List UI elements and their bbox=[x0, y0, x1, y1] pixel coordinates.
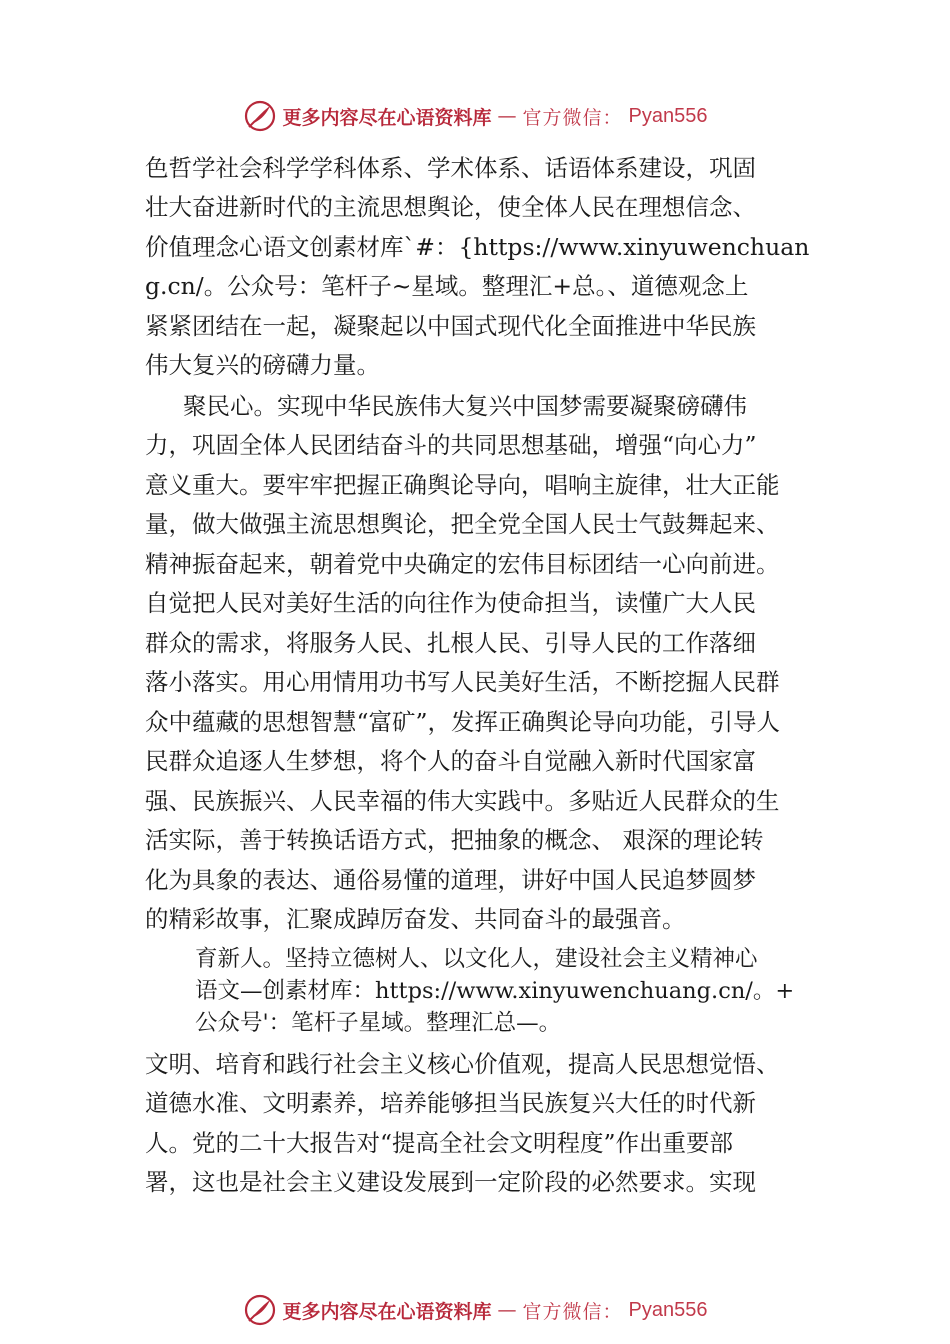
banner-wechat-label: 官方微信： bbox=[522, 106, 623, 129]
text-line: 伟大复兴的磅礴力量。 bbox=[145, 351, 380, 379]
banner-title: 更多内容尽在心语资料库 bbox=[282, 106, 492, 129]
banner-wechat-label: 官方微信： bbox=[522, 1300, 623, 1323]
text-line: 精神振奋起来，朝着党中央确定的宏伟目标团结一心向前进。 bbox=[145, 550, 780, 578]
text-line: 众中蕴藏的思想智慧“富矿”，发挥正确舆论导向功能，引导人 bbox=[145, 708, 781, 736]
feather-pen-logo-icon bbox=[243, 1293, 277, 1327]
text-line: 紧紧团结在一起，凝聚起以中国式现代化全面推进中华民族 bbox=[145, 312, 756, 340]
text-line: 的精彩故事，汇聚成踔厉奋发、共同奋斗的最强音。 bbox=[145, 905, 686, 933]
banner-wechat-id: Pyan556 bbox=[628, 1298, 708, 1321]
text-line: 育新人。坚持立德树人、以文化人，建设社会主义精神心 bbox=[195, 946, 758, 972]
text-line: 色哲学社会科学学科体系、学术体系、话语体系建设，巩固 bbox=[145, 154, 756, 182]
text-line: 强、民族振兴、人民幸福的伟大实践中。多贴近人民群众的生 bbox=[145, 787, 780, 815]
text-line: 民群众追逐人生梦想，将个人的奋斗自觉融入新时代国家富 bbox=[145, 747, 756, 775]
text-line: 道德水准、文明素养，培养能够担当民族复兴大任的时代新 bbox=[145, 1089, 756, 1117]
text-line: 署，这也是社会主义建设发展到一定阶段的必然要求。实现 bbox=[145, 1168, 756, 1196]
text-line: 壮大奋进新时代的主流思想舆论，使全体人民在理想信念、 bbox=[145, 193, 756, 221]
banner-title: 更多内容尽在心语资料库 bbox=[282, 1300, 492, 1323]
banner-wechat-id: Pyan556 bbox=[628, 104, 708, 127]
footer-banner bbox=[0, 1290, 950, 1330]
text-line: 量，做大做强主流思想舆论，把全党全国人民士气鼓舞起来、 bbox=[145, 510, 780, 538]
text-line: 自觉把人民对美好生活的向往作为使命担当，读懂广大人民 bbox=[145, 589, 756, 617]
text-line: 文明、培育和践行社会主义核心价值观，提高人民思想觉悟、 bbox=[145, 1050, 780, 1078]
text-line: 公众号'：笔杆子星域。整理汇总—。 bbox=[195, 1010, 562, 1036]
header-banner bbox=[0, 96, 950, 136]
text-line: 聚民心。实现中华民族伟大复兴中国梦需要凝聚磅礴伟 bbox=[183, 392, 747, 420]
text-line: 群众的需求，将服务人民、扎根人民、引导人民的工作落细 bbox=[145, 629, 756, 657]
text-line: 落小落实。用心用情用功书写人民美好生活，不断挖掘人民群 bbox=[145, 668, 780, 696]
text-line: 人。党的二十大报告对“提高全社会文明程度”作出重要部 bbox=[145, 1129, 734, 1157]
banner-dash: — bbox=[497, 105, 517, 127]
feather-pen-logo-icon bbox=[243, 99, 277, 133]
text-line: g.cn/。公众号：笔杆子~星域。整理汇+总。、道德观念上 bbox=[145, 272, 749, 300]
text-line: 活实际，善于转换话语方式，把抽象的概念、 艰深的理论转 bbox=[145, 826, 764, 854]
text-line: 价值理念心语文创素材库`#：{https://www.xinyuwenchuan bbox=[145, 233, 810, 261]
banner-dash: — bbox=[497, 1299, 517, 1321]
text-line: 化为具象的表达、通俗易懂的道理，讲好中国人民追梦圆梦 bbox=[145, 866, 756, 894]
text-line: 意义重大。要牢牢把握正确舆论导向，唱响主旋律，壮大正能 bbox=[145, 471, 780, 499]
text-line: 语文—创素材库：https://www.xinyuwenchuang.cn/。+ bbox=[195, 978, 795, 1004]
text-line: 力，巩固全体人民团结奋斗的共同思想基础，增强“向心力” bbox=[145, 431, 757, 459]
